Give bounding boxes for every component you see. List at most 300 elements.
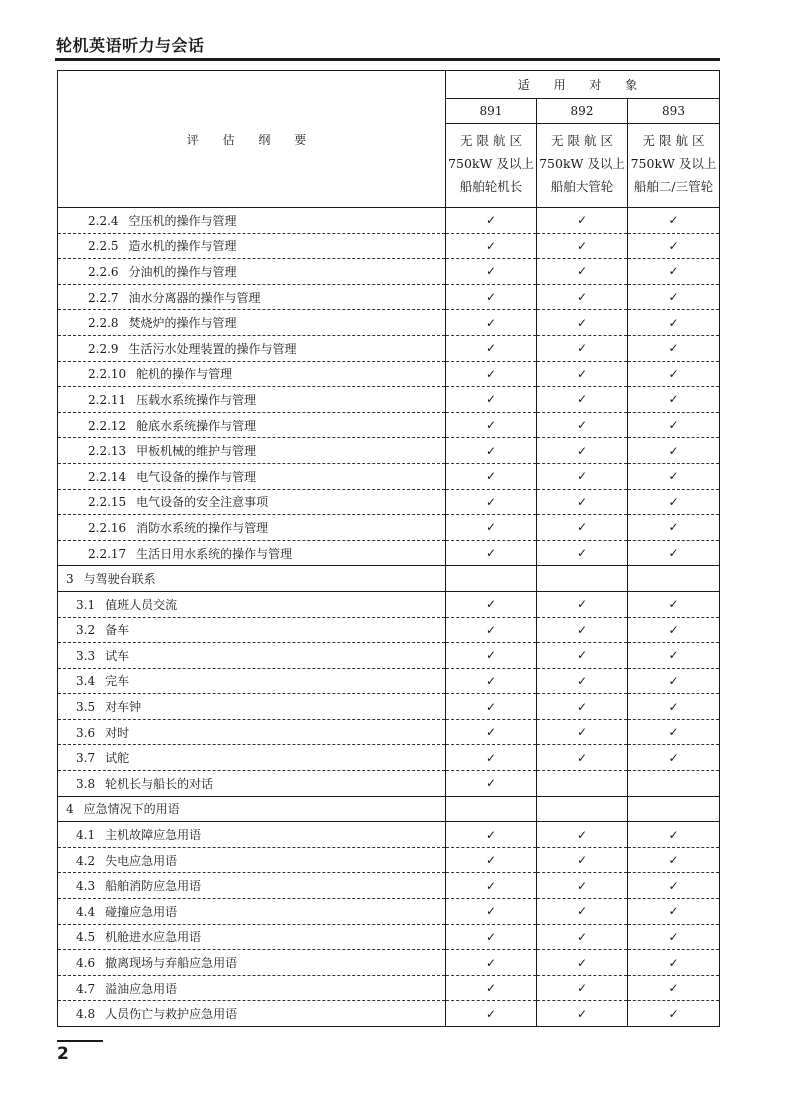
column-desc-line: 750kW 及以上	[630, 156, 717, 171]
applicability-cell	[446, 463, 537, 489]
check-mark-icon: ✓	[485, 392, 497, 407]
applicability-cell	[446, 438, 537, 464]
item-label-cell	[58, 387, 446, 413]
applicability-cell	[446, 540, 537, 566]
applicability-cell	[628, 489, 720, 515]
item-number: 2.2.16	[88, 520, 127, 535]
check-mark-icon: ✓	[668, 520, 679, 535]
item-text: 生活日用水系统的操作与管理	[136, 546, 293, 561]
applicability-cell	[537, 847, 628, 873]
applicability-cell	[446, 591, 537, 617]
applicability-cell	[537, 899, 628, 925]
applicability-cell	[446, 1001, 537, 1027]
applicability-cell	[446, 284, 537, 310]
item-label-cell	[58, 335, 446, 361]
item-number: 3.7	[76, 751, 96, 766]
check-mark-icon: ✓	[576, 699, 588, 714]
check-mark-icon: ✓	[576, 955, 588, 970]
item-number: 4.5	[76, 930, 96, 945]
check-mark-icon: ✓	[576, 546, 588, 561]
header-rule	[55, 58, 720, 61]
item-text: 人员伤亡与救护应急用语	[105, 1007, 238, 1022]
item-number: 3.8	[76, 776, 96, 791]
table-row	[58, 361, 720, 387]
item-label-cell	[58, 924, 446, 950]
check-mark-icon: ✓	[668, 315, 679, 330]
item-text: 碰撞应急用语	[105, 904, 178, 919]
applicability-cell	[628, 899, 720, 925]
applicability-cell	[628, 515, 720, 541]
item-number: 3.1	[76, 597, 96, 612]
item-number: 2.2.6	[88, 264, 119, 279]
table-row	[58, 412, 720, 438]
item-text: 试车	[105, 648, 130, 663]
item-number: 2.2.4	[88, 213, 119, 228]
applicability-cell	[446, 796, 537, 822]
item-text: 对时	[105, 725, 130, 740]
check-mark-icon: ✓	[485, 469, 497, 484]
check-mark-icon: ✓	[485, 750, 497, 765]
check-mark-icon: ✓	[668, 878, 679, 893]
item-label-cell	[58, 796, 446, 822]
applicability-cell	[628, 540, 720, 566]
assessment-outline-table	[57, 70, 720, 1027]
column-desc-line: 船舶二/三管轮	[633, 179, 714, 194]
check-mark-icon: ✓	[576, 1006, 588, 1021]
check-mark-icon: ✓	[485, 290, 497, 305]
item-label-cell	[58, 1001, 446, 1027]
check-mark-icon: ✓	[485, 546, 497, 561]
check-mark-icon: ✓	[576, 469, 588, 484]
check-mark-icon: ✓	[576, 750, 588, 765]
check-mark-icon: ✓	[668, 750, 679, 765]
check-mark-icon: ✓	[576, 315, 588, 330]
item-number: 3.6	[76, 725, 96, 740]
applicability-cell	[537, 924, 628, 950]
applicability-cell	[537, 771, 628, 797]
check-mark-icon: ✓	[576, 366, 588, 381]
check-mark-icon: ✓	[485, 955, 497, 970]
item-text: 轮机长与船长的对话	[105, 776, 214, 791]
item-text: 油水分离器的操作与管理	[128, 290, 261, 305]
check-mark-icon: ✓	[485, 904, 497, 919]
applicability-cell	[446, 489, 537, 515]
table-row	[58, 515, 720, 541]
applicability-cell	[628, 950, 720, 976]
item-text: 分油机的操作与管理	[128, 264, 237, 279]
item-text: 溢油应急用语	[105, 981, 178, 996]
item-text: 备车	[105, 623, 130, 638]
item-number: 4.2	[76, 853, 96, 868]
column-code: 892	[537, 99, 628, 124]
applicability-cell	[628, 361, 720, 387]
applicability-cell	[446, 617, 537, 643]
check-mark-icon: ✓	[576, 341, 588, 356]
item-number: 2.2.5	[88, 239, 119, 254]
check-mark-icon: ✓	[668, 904, 679, 919]
check-mark-icon: ✓	[576, 443, 588, 458]
check-mark-icon: ✓	[668, 469, 679, 484]
check-mark-icon: ✓	[576, 981, 588, 996]
table-row	[58, 771, 720, 797]
table-row	[58, 463, 720, 489]
check-mark-icon: ✓	[668, 725, 679, 740]
applicability-cell	[446, 899, 537, 925]
item-number: 2.2.14	[88, 469, 127, 484]
applicability-cell	[628, 847, 720, 873]
applicability-cell	[446, 259, 537, 285]
applicability-cell	[628, 643, 720, 669]
check-mark-icon: ✓	[668, 264, 679, 279]
item-text: 船舶消防应急用语	[105, 879, 202, 894]
applicability-cell	[537, 489, 628, 515]
applicability-cell	[446, 873, 537, 899]
item-label-cell	[58, 489, 446, 515]
check-mark-icon: ✓	[668, 290, 679, 305]
applicability-cell	[537, 719, 628, 745]
check-mark-icon: ✓	[485, 853, 497, 868]
applicability-cell	[628, 668, 720, 694]
check-mark-icon: ✓	[668, 699, 679, 714]
applicability-cell	[628, 284, 720, 310]
table-row	[58, 694, 720, 720]
applicability-cell	[628, 796, 720, 822]
check-mark-icon: ✓	[485, 776, 497, 791]
item-label-cell	[58, 515, 446, 541]
item-number: 4	[66, 802, 74, 817]
table-row	[58, 233, 720, 259]
item-text: 焚烧炉的操作与管理	[128, 316, 237, 331]
item-label-cell	[58, 284, 446, 310]
table-row	[58, 950, 720, 976]
item-label-cell	[58, 463, 446, 489]
item-number: 2.2.12	[88, 418, 127, 433]
page-number: 2	[57, 1044, 69, 1064]
item-label-cell	[58, 771, 446, 797]
check-mark-icon: ✓	[668, 546, 679, 561]
check-mark-icon: ✓	[576, 597, 588, 612]
check-mark-icon: ✓	[668, 341, 679, 356]
item-label-cell	[58, 540, 446, 566]
item-number: 3.2	[76, 623, 96, 638]
applicability-cell	[628, 335, 720, 361]
check-mark-icon: ✓	[485, 981, 497, 996]
check-mark-icon: ✓	[668, 494, 679, 509]
item-text: 主机故障应急用语	[105, 828, 202, 843]
check-mark-icon: ✓	[576, 648, 588, 663]
item-label-cell	[58, 617, 446, 643]
applicability-cell	[537, 694, 628, 720]
check-mark-icon: ✓	[485, 264, 497, 279]
check-mark-icon: ✓	[576, 520, 588, 535]
applicability-cell	[628, 259, 720, 285]
applicability-cell	[537, 515, 628, 541]
item-number: 4.6	[76, 956, 96, 971]
applicability-cell	[628, 208, 720, 234]
check-mark-icon: ✓	[485, 341, 497, 356]
applicability-cell	[537, 387, 628, 413]
applicability-cell	[446, 950, 537, 976]
applicability-cell	[446, 771, 537, 797]
applicability-cell	[628, 233, 720, 259]
applicability-cell	[537, 1001, 628, 1027]
check-mark-icon: ✓	[485, 1006, 497, 1021]
item-label-cell	[58, 668, 446, 694]
check-mark-icon: ✓	[576, 929, 588, 944]
item-text: 完车	[105, 674, 130, 689]
applicability-cell	[537, 310, 628, 336]
table-row	[58, 489, 720, 515]
check-mark-icon: ✓	[576, 213, 588, 228]
applicability-cell	[446, 310, 537, 336]
column-desc-line: 无 限 航 区	[460, 133, 522, 148]
applicability-cell	[628, 745, 720, 771]
item-text: 应急情况下的用语	[83, 802, 180, 817]
check-mark-icon: ✓	[576, 238, 588, 253]
check-mark-icon: ✓	[668, 929, 679, 944]
item-label-cell	[58, 694, 446, 720]
check-mark-icon: ✓	[576, 853, 588, 868]
applicability-cell	[446, 668, 537, 694]
applicability-cell	[537, 617, 628, 643]
column-description	[628, 124, 720, 208]
check-mark-icon: ✓	[668, 673, 679, 688]
applicability-cell	[446, 745, 537, 771]
item-label-cell	[58, 233, 446, 259]
item-text: 电气设备的安全注意事项	[136, 495, 269, 510]
check-mark-icon: ✓	[668, 418, 679, 433]
applicability-cell	[446, 335, 537, 361]
column-description	[537, 124, 628, 208]
item-label-cell	[58, 643, 446, 669]
item-number: 4.7	[76, 981, 96, 996]
applicability-cell	[628, 617, 720, 643]
item-number: 3.3	[76, 648, 96, 663]
applicability-cell	[537, 208, 628, 234]
applicability-cell	[537, 591, 628, 617]
applicability-cell	[537, 438, 628, 464]
check-mark-icon: ✓	[485, 878, 497, 893]
check-mark-icon: ✓	[668, 648, 679, 663]
check-mark-icon: ✓	[485, 673, 497, 688]
item-text: 撤离现场与弃船应急用语	[105, 956, 238, 971]
applicability-cell	[537, 284, 628, 310]
item-label-cell	[58, 412, 446, 438]
applicability-cell	[537, 335, 628, 361]
applicability-cell	[537, 822, 628, 848]
column-description	[446, 124, 537, 208]
applicability-cell	[537, 796, 628, 822]
table-row	[58, 847, 720, 873]
column-desc-line: 船舶大管轮	[550, 179, 614, 194]
applicability-cell	[446, 566, 537, 592]
item-label-cell	[58, 975, 446, 1001]
applicability-cell	[628, 694, 720, 720]
table-row	[58, 617, 720, 643]
column-desc-line: 船舶轮机长	[459, 179, 523, 194]
item-text: 空压机的操作与管理	[128, 213, 237, 228]
applicability-cell	[446, 822, 537, 848]
applicability-cell	[628, 975, 720, 1001]
applicability-cell	[446, 387, 537, 413]
table-row	[58, 310, 720, 336]
table-row	[58, 745, 720, 771]
applicability-cell	[446, 694, 537, 720]
applicability-cell	[537, 745, 628, 771]
check-mark-icon: ✓	[485, 213, 497, 228]
item-text: 舱底水系统操作与管理	[136, 418, 257, 433]
check-mark-icon: ✓	[485, 622, 497, 637]
item-text: 电气设备的操作与管理	[136, 469, 257, 484]
column-desc-line: 750kW 及以上	[539, 156, 625, 171]
check-mark-icon: ✓	[485, 827, 497, 842]
book-title: 轮机英语听力与会话	[56, 36, 205, 55]
check-mark-icon: ✓	[485, 725, 497, 740]
applicability-cell	[537, 233, 628, 259]
applicability-cell	[537, 361, 628, 387]
item-text: 对车钟	[105, 700, 142, 715]
check-mark-icon: ✓	[485, 443, 497, 458]
check-mark-icon: ✓	[668, 213, 679, 228]
applicability-cell	[537, 540, 628, 566]
item-text: 舵机的操作与管理	[136, 367, 233, 382]
item-label-cell	[58, 719, 446, 745]
applicability-cell	[446, 208, 537, 234]
check-mark-icon: ✓	[576, 494, 588, 509]
item-text: 值班人员交流	[105, 597, 178, 612]
applicability-cell	[446, 847, 537, 873]
check-mark-icon: ✓	[576, 622, 588, 637]
check-mark-icon: ✓	[485, 366, 497, 381]
applicability-cell	[537, 259, 628, 285]
item-label-cell	[58, 745, 446, 771]
item-label-cell	[58, 361, 446, 387]
item-text: 试舵	[105, 751, 130, 766]
check-mark-icon: ✓	[485, 929, 497, 944]
applicability-cell	[628, 387, 720, 413]
check-mark-icon: ✓	[485, 315, 497, 330]
item-label-cell	[58, 950, 446, 976]
item-number: 4.8	[76, 1007, 96, 1022]
table-row	[58, 643, 720, 669]
table-row	[58, 335, 720, 361]
table-row	[58, 259, 720, 285]
applicability-cell	[446, 515, 537, 541]
applicability-cell	[537, 950, 628, 976]
applicability-cell	[446, 233, 537, 259]
applicability-cell	[628, 1001, 720, 1027]
table-row	[58, 591, 720, 617]
applicability-cell	[537, 975, 628, 1001]
table-row	[58, 284, 720, 310]
applicability-cell	[446, 975, 537, 1001]
applicability-cell	[446, 643, 537, 669]
item-label-cell	[58, 259, 446, 285]
item-number: 2.2.8	[88, 316, 119, 331]
item-number: 3	[66, 572, 74, 587]
check-mark-icon: ✓	[485, 597, 497, 612]
table-row	[58, 899, 720, 925]
applicability-cell	[628, 924, 720, 950]
applicability-cell	[446, 924, 537, 950]
table-row	[58, 387, 720, 413]
applicability-cell	[628, 463, 720, 489]
check-mark-icon: ✓	[668, 622, 679, 637]
check-mark-icon: ✓	[576, 878, 588, 893]
column-desc-line: 无 限 航 区	[642, 133, 705, 148]
item-text: 消防水系统的操作与管理	[136, 520, 269, 535]
item-label-cell	[58, 822, 446, 848]
item-text: 生活污水处理装置的操作与管理	[128, 341, 297, 356]
item-label-cell	[58, 873, 446, 899]
check-mark-icon: ✓	[668, 1006, 679, 1021]
item-number: 4.4	[76, 904, 96, 919]
applicability-cell	[628, 719, 720, 745]
check-mark-icon: ✓	[485, 418, 497, 433]
item-text: 失电应急用语	[105, 853, 178, 868]
check-mark-icon: ✓	[485, 238, 497, 253]
applicability-cell	[537, 566, 628, 592]
column-desc-line: 750kW 及以上	[448, 156, 534, 171]
table-row	[58, 822, 720, 848]
item-number: 2.2.17	[88, 546, 127, 561]
column-code: 893	[628, 99, 720, 124]
table-row	[58, 668, 720, 694]
check-mark-icon: ✓	[668, 392, 679, 407]
applicability-cell	[446, 412, 537, 438]
table-row	[58, 975, 720, 1001]
item-text: 压载水系统操作与管理	[136, 392, 257, 407]
applicability-cell	[537, 643, 628, 669]
item-label-cell	[58, 847, 446, 873]
table-row	[58, 1001, 720, 1027]
table-row	[58, 540, 720, 566]
check-mark-icon: ✓	[668, 443, 679, 458]
applicability-cell	[628, 438, 720, 464]
applicability-cell	[446, 719, 537, 745]
check-mark-icon: ✓	[576, 392, 588, 407]
item-label-cell	[58, 899, 446, 925]
item-number: 2.2.9	[88, 341, 119, 356]
check-mark-icon: ✓	[485, 648, 497, 663]
item-number: 2.2.15	[88, 495, 127, 510]
check-mark-icon: ✓	[576, 418, 588, 433]
applicability-header: 适 用 对 象	[446, 71, 720, 99]
applicability-cell	[537, 412, 628, 438]
table-row	[58, 924, 720, 950]
section-row	[58, 796, 720, 822]
outline-header: 评 估 纲 要	[58, 71, 446, 208]
table-row	[58, 438, 720, 464]
check-mark-icon: ✓	[668, 238, 679, 253]
applicability-cell	[628, 873, 720, 899]
applicability-cell	[628, 822, 720, 848]
check-mark-icon: ✓	[576, 264, 588, 279]
check-mark-icon: ✓	[576, 904, 588, 919]
applicability-cell	[628, 412, 720, 438]
item-number: 2.2.13	[88, 444, 127, 459]
item-text: 机舱进水应急用语	[105, 930, 202, 945]
item-text: 甲板机械的维护与管理	[136, 444, 257, 459]
applicability-cell	[446, 361, 537, 387]
item-label-cell	[58, 208, 446, 234]
item-number: 4.1	[76, 828, 96, 843]
check-mark-icon: ✓	[576, 725, 588, 740]
section-row	[58, 566, 720, 592]
check-mark-icon: ✓	[485, 699, 497, 714]
applicability-cell	[537, 873, 628, 899]
table-row	[58, 719, 720, 745]
